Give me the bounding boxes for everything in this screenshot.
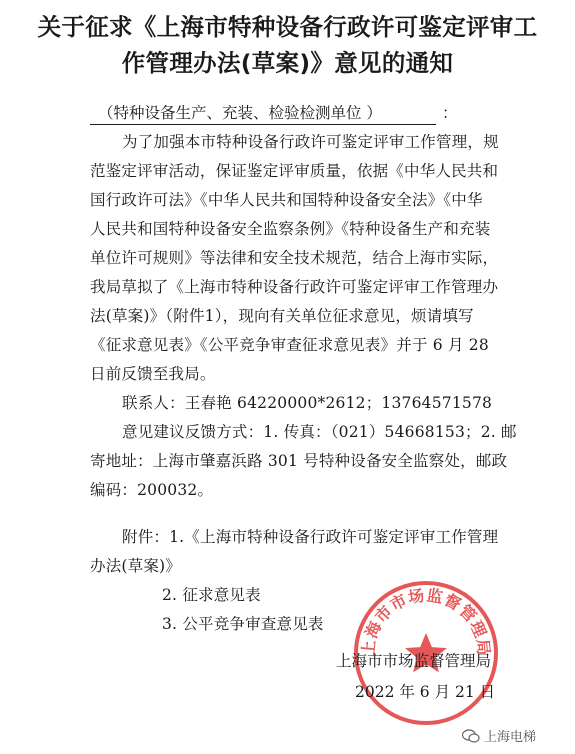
body-line: 人民共和国特种设备安全监察条例》《特种设备生产和充装	[90, 220, 491, 238]
body-line: 我局草拟了《上海市特种设备行政许可鉴定评审工作管理办	[90, 278, 499, 296]
body-line: 日前反馈至我局。	[90, 365, 216, 383]
attachment-item-3: 3. 公平竞争审查意见表	[162, 615, 324, 633]
svg-text:上海市市场监督管理局: 上海市市场监督管理局	[358, 585, 494, 657]
document-title-line-2: 作管理办法(草案)》意见的通知	[121, 49, 454, 77]
watermark-text: 上海电梯	[484, 730, 537, 745]
attachment-line-2: 办法(草案)》	[90, 557, 181, 575]
body-line: 为了加强本市特种设备行政许可鉴定评审工作管理，规	[122, 133, 499, 151]
issue-date: 2022 年 6 月 21 日	[355, 683, 496, 701]
body-line: 国行政许可法》《中华人民共和国特种设备安全法》《中华	[90, 191, 483, 209]
document-title-line-1: 关于征求《上海市特种设备行政许可鉴定评审工	[37, 13, 538, 41]
addressee-colon: ：	[442, 104, 458, 122]
addressee-text: （特种设备生产、充装、检验检测单位 ）	[90, 102, 436, 125]
issuer-signature: 上海市市场监督管理局	[336, 652, 492, 670]
body-line: 法(草案)》（附件1），现向有关单位征求意见，烦请填写	[90, 307, 474, 325]
watermark	[462, 726, 536, 745]
attachment-item-2: 2. 征求意见表	[162, 586, 261, 604]
body-line: 《征求意见表》《公平竞争审查征求意见表》并于 6 月 28	[90, 336, 489, 354]
feedback-line: 编码：200032。	[90, 481, 214, 499]
feedback-line: 寄地址：上海市肇嘉浜路 301 号特种设备安全监察处，邮政	[90, 452, 508, 470]
body-line: 范鉴定评审活动，保证鉴定评审质量，依据《中华人民共和	[90, 162, 499, 180]
wechat-icon	[462, 729, 480, 743]
feedback-line: 意见建议反馈方式：1. 传真：（021）54668153；2. 邮	[122, 423, 517, 441]
attachment-line-1: 附件：1.《上海市特种设备行政许可鉴定评审工作管理	[122, 528, 499, 546]
contact-line: 联系人：王春艳 64220000*2612；13764571578	[122, 394, 493, 412]
addressee	[90, 102, 458, 125]
body-line: 单位许可规则》等法律和安全技术规范，结合上海市实际，	[90, 249, 499, 267]
